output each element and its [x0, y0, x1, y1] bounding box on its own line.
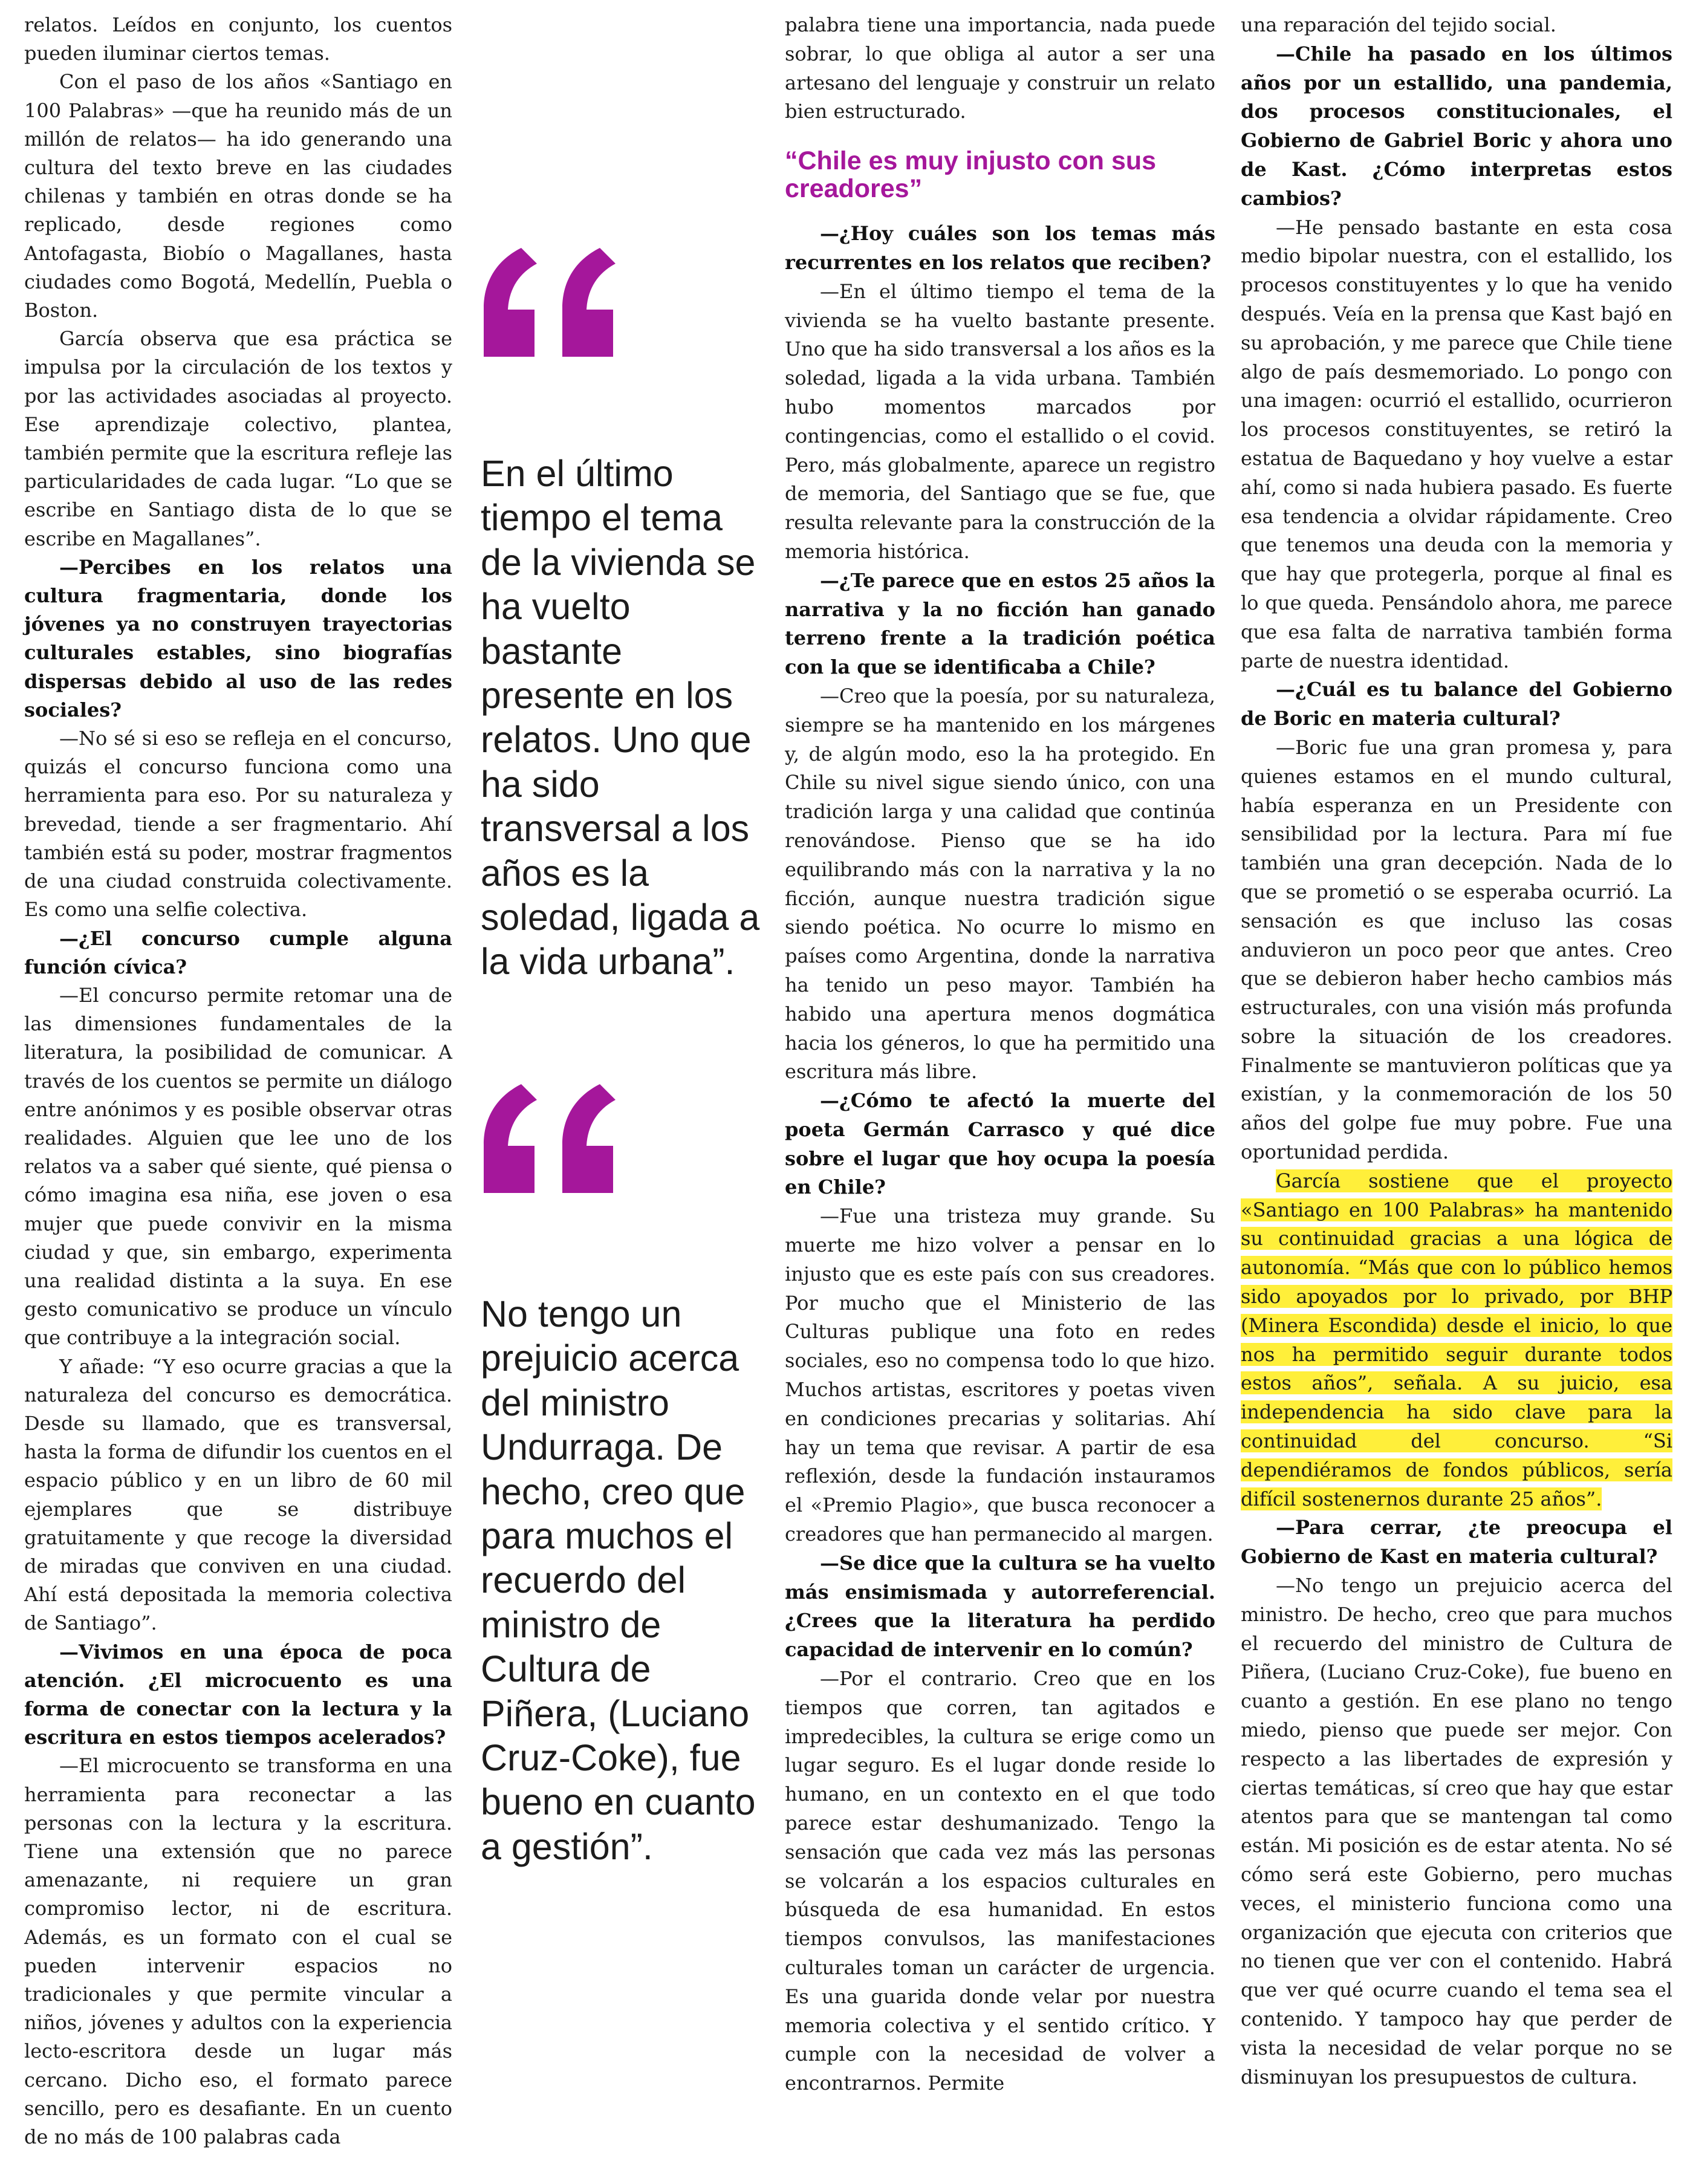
article-column-3: [785, 11, 1215, 2098]
interview-answer: —Creo que la poesía, por su naturaleza, siempre se ha mantenido en los márgenes y, de algún modo, eso la ha protegido. En Chile su nivel sigue siendo único, con una tradición larga y una calidad que continúa renovándose. Pienso que se ha ido equilibrando más con la narrativa y la no ficción, aunque nuestra tradición sigue siendo poética. No ocurre lo mismo en países como Argentina, donde la narrativa ha tenido un peso mayor. También ha habido una apertura menos dogmática hacia los géneros, lo que ha permitido una escritura más libre.: [785, 684, 1215, 1084]
paragraph: relatos. Leídos en conjunto, los cuentos pueden iluminar ciertos temas.: [24, 13, 452, 65]
highlight-mark: García sostiene que el proyecto «Santiago en 100 Palabras» ha mantenido su continuidad gracias a una lógica de autonomía. “Más que con lo público hemos sido apoyados por lo privado, por BHP (Minera Escondida) desde el inicio, lo que nos ha permitido seguir durante todos estos años”, señala. A su juicio, esa independencia ha sido clave para la continuidad del concurso. “Si dependiéramos de fondos públicos, sería difícil sostenernos durante 25 años”.: [1241, 1169, 1672, 1510]
highlighted-paragraph: [1241, 1167, 1672, 1514]
interview-answer: —En el último tiempo el tema de la vivienda se ha vuelto bastante presente. Uno que ha sido transversal a los años es la soledad, ligada a la vida urbana. También hubo momentos marcados por contingencias, como el estallido o el covid. Pero, más globalmente, aparece un registro de memoria, del Santiago que se fue, que resulta relevante para la construcción de la memoria histórica.: [785, 279, 1215, 563]
interview-answer: —Boric fue una gran promesa y, para quienes estamos en el mundo cultural, había esperanza en un Presidente con sensibilidad por la lectura. Para mí fue también una gran decepción. Nada de lo que se prometió o se esperaba ocurrió. La sensación es que incluso las cosas anduvieron un poco peor que antes. Creo que se debieron haber hecho cambios más estructurales, con una visión más profunda sobre la situación de los creadores. Finalmente se mantuvieron políticas que ya existían, y la conmemoración de los 50 años del golpe fue muy pobre. Fue una oportunidad perdida.: [1241, 735, 1672, 1164]
quote-mark-icon: [479, 242, 630, 363]
pull-quote-1: En el último tiempo el tema de la vivienda se ha vuelto bastante presente en los relatos. Uno que ha sido transversal a los años es la soledad, ligada a la vida urbana”.: [481, 453, 760, 983]
interview-answer: —He pensado bastante en esta cosa medio bipolar nuestra, con el estallido, los procesos constituyentes y lo que ha venido después. Veía en la prensa que Kast bajó en su aprobación, y me parece que Chile tiene algo de país desmemoriado. Lo pongo con una imagen: ocurrió el estallido, ocurrieron los procesos constituyentes, se retiró la estatua de Baquedano y hoy vuelve a estar ahí, como si nada hubiera pasado. Es fuerte esa tendencia a olvidar rápidamente. Creo que tenemos una deuda con la memoria y que hay que protegerla, porque al final es lo que queda. Pensándolo ahora, me parece que esa falta de narrativa también forma parte de nuestra identidad.: [1241, 215, 1672, 672]
paragraph: palabra tiene una importancia, nada puede sobrar, lo que obliga al autor a ser una artesano del lenguaje y construir un relato bien estructurado.: [785, 13, 1215, 123]
interview-answer: —No tengo un prejuicio acerca del ministro. De hecho, creo que para muchos el recuerdo del ministro de Cultura de Piñera, (Luciano Cruz-Coke), fue bueno en cuanto a gestión. En ese plano no tengo miedo, pienso que puede ser mejor. Con respecto a las libertades de expresión y ciertas temáticas, sí creo que hay que estar atentos para que se mantengan tal como están. Mi posición es de estar atenta. No sé cómo será este Gobierno, pero muchas veces, el ministerio funciona como una organización que ejecuta con criterios que no tienen que ver con el contenido. Habrá que ver qué ocurre cuando el tema sea el contenido. Y tampoco hay que perder de vista la necesidad de velar porque no se disminuyan los presupuestos de cultura.: [1241, 1574, 1672, 2088]
interview-question: —Percibes en los relatos una cultura fragmentaria, donde los jóvenes ya no construyen trayectorias culturales estables, sino biografías dispersas debido al uso de las redes sociales?: [24, 555, 452, 721]
paragraph: Y añade: “Y eso ocurre gracias a que la naturaleza del concurso es democrática. Desde su llamado, que es transversal, hasta la forma de difundir los cuentos en el espacio público y en un libro de 60 mil ejemplares que se distribuye gratuitamente y que recoge la diversidad de miradas que conviven en una ciudad. Ahí está depositada la memoria colectiva de Santiago”.: [24, 1354, 452, 1635]
quote-mark-icon: [479, 1078, 630, 1199]
interview-answer: —El concurso permite retomar una de las dimensiones fundamentales de la literatura, la posibilidad de comunicar. A través de los cuentos se permite un diálogo entre anónimos y es posible observar otras realidades. Alguien que lee uno de los relatos va a saber qué siente, qué piensa o cómo imagina esa niña, ese joven o esa mujer que puede convivir en la misma ciudad y que, sin embargo, experimenta una realidad distinta a la suya. En ese gesto comunicativo se produce un vínculo que contribuye a la integración social.: [24, 983, 452, 1350]
interview-question: —¿Hoy cuáles son los temas más recurrentes en los relatos que reciben?: [785, 222, 1215, 274]
paragraph: una reparación del tejido social.: [1241, 13, 1556, 36]
article-column-4: [1241, 11, 1672, 2091]
article-column-1: [24, 11, 452, 2151]
pull-quote-2: No tengo un prejuicio acerca del ministro Undurraga. De hecho, creo que para muchos el recuerdo del ministro de Cultura de Piñera, (Luciano Cruz-Coke), fue bueno en cuanto a gestión”.: [481, 1293, 756, 1867]
paragraph: García observa que esa práctica se impulsa por la circulación de los textos y por las actividades asociadas al proyecto. Ese aprendizaje colectivo, plantea, también permite que la escritura refleje las particularidades de cada lugar. “Lo que se escribe en Santiago dista de lo que se escribe en Magallanes”.: [24, 327, 452, 550]
interview-question: —Para cerrar, ¿te preocupa el Gobierno de Kast en materia cultural?: [1241, 1516, 1672, 1568]
interview-answer: —El microcuento se transforma en una herramienta para reconectar a las personas con la lectura y la escritura. Tiene una extensión que no parece amenazante, ni requiere un gran compromiso lector, ni de escritura. Además, es un formato con el cual se pueden intervenir espacios no tradicionales y que permite vincular a niños, jóvenes y adultos con la experiencia lecto-escritora desde un lugar más cercano. Dicho eso, el formato parece sencillo, pero es desafiante. En un cuento de no más de 100 palabras cada: [24, 1754, 452, 2149]
interview-answer: —Fue una tristeza muy grande. Su muerte me hizo volver a pensar en lo injusto que es este país con sus creadores. Por mucho que el Ministerio de las Culturas publique una foto en redes sociales, eso no compensa todo lo que hizo. Muchos artistas, escritores y poetas viven en condiciones precarias y solitarias. Ahí hay un tema que revisar. A partir de esa reflexión, desde la fundación instauramos el «Premio Plagio», que busca reconocer a creadores que han permanecido al margen.: [785, 1204, 1215, 1546]
interview-question: —Chile ha pasado en los últimos años por un estallido, una pandemia, dos procesos constitucionales, el Gobierno de Gabriel Boric y ahora uno de Kast. ¿Cómo interpretas estos cambios?: [1241, 42, 1672, 210]
interview-question: —Se dice que la cultura se ha vuelto más ensimismada y autorreferencial. ¿Crees que la literatura ha perdido capacidad de intervenir en lo común?: [785, 1551, 1215, 1662]
interview-question: —¿El concurso cumple alguna función cívica?: [24, 926, 452, 978]
interview-answer: —No sé si eso se refleja en el concurso, quizás el concurso funciona como una herramienta para eso. Por su naturaleza y brevedad, tiende a ser fragmentario. Ahí también está su poder, mostrar fragmentos de una ciudad construida colectivamente. Es como una selfie colectiva.: [24, 727, 452, 921]
interview-question: —¿Cómo te afectó la muerte del poeta Germán Carrasco y qué dice sobre el lugar que hoy ocupa la poesía en Chile?: [785, 1089, 1215, 1199]
interview-answer: —Por el contrario. Creo que en los tiempos que corren, tan agitados e impredecibles, la cultura se erige como un lugar seguro. Es el lugar donde reside lo humano, en un contexto en el que todo parece estar deshumanizado. Tengo la sensación que cada vez más las personas se volcarán a los espacios culturales en búsqueda de esa humanidad. En estos tiempos convulsos, las manifestaciones culturales toman un carácter de urgencia. Es una guarida donde velar por nuestra memoria colectiva y el sentido crítico. Y cumple con la necesidad de volver a encontrarnos. Permite: [785, 1667, 1215, 2095]
section-title: “Chile es muy injusto con sus creadores”: [785, 146, 1157, 204]
interview-question: —¿Cuál es tu balance del Gobierno de Boric en materia cultural?: [1241, 678, 1672, 730]
paragraph: Con el paso de los años «Santiago en 100 Palabras» —que ha reunido más de un millón de relatos— ha ido generando una cultura del texto breve en las ciudades chilenas y también en otras donde se ha replicado, desde regiones como Antofagasta, Biobío o Magallanes, hasta ciudades como Bogotá, Medellín, Puebla o Boston.: [24, 70, 452, 322]
interview-question: —¿Te parece que en estos 25 años la narrativa y la no ficción han ganado terreno frente a la tradición poética con la que se identificaba a Chile?: [785, 568, 1215, 679]
interview-question: —Vivimos en una época de poca atención. ¿El microcuento es una forma de conectar con la lectura y la escritura en estos tiempos acelerados?: [24, 1640, 452, 1749]
